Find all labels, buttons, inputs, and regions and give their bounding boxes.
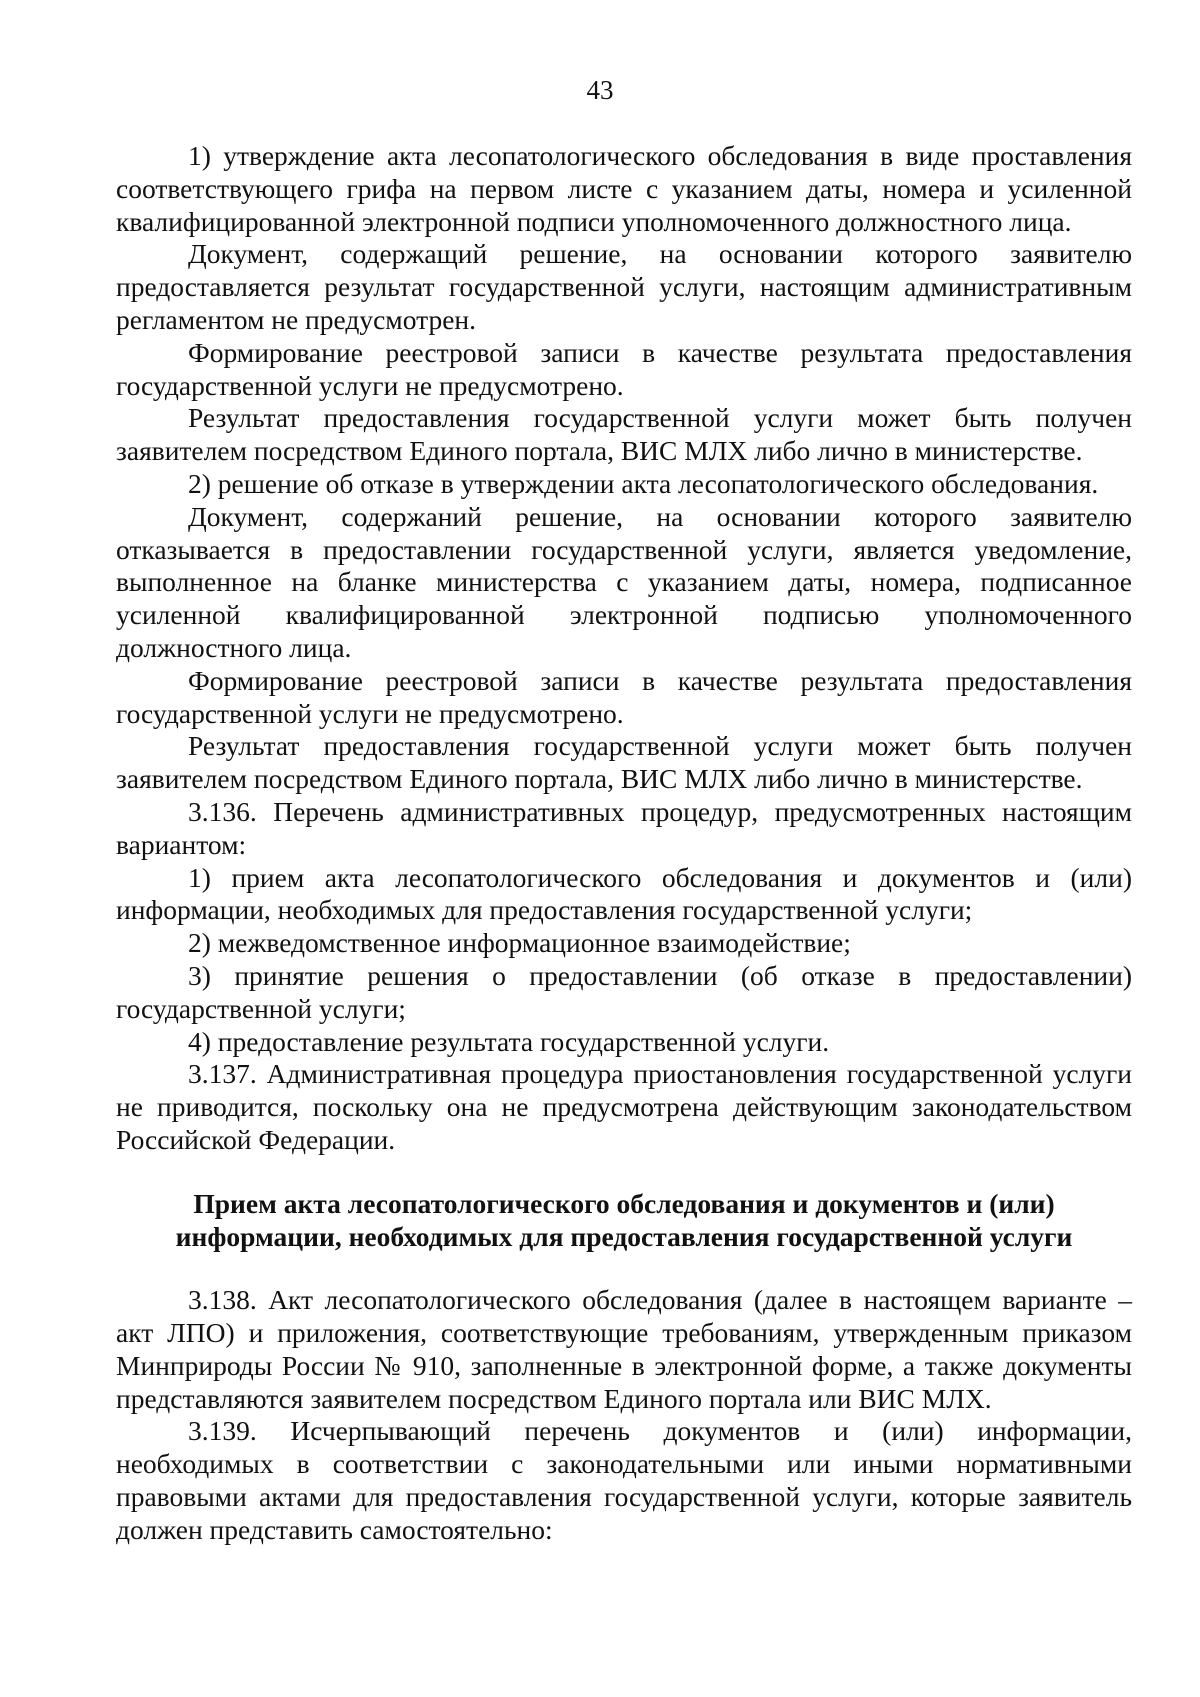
paragraph: 3.139. Исчерпывающий перечень документов и (или) информации, необходимых в соответствии с законодательными или иными нормативными правовыми актами для предоставления государственной услуги, которые заявитель должен представить самостоятельно: <box>116 1415 1132 1545</box>
list-item: 3) принятие решения о предоставлении (об отказе в предоставлении) государственной услуги; <box>116 959 1132 1024</box>
list-item: 2) межведомственное информационное взаимодействие; <box>188 927 851 959</box>
document-body <box>116 140 1132 1547</box>
page-number: 43 <box>586 75 614 105</box>
paragraph: Формирование реестровой записи в качестве результата предоставления государственной услуги не предусмотрено. <box>116 664 1132 729</box>
paragraph: 3.137. Административная процедура приостановления государственной услуги не приводится, поскольку она не предусмотрена действующим законодательством Российской Федерации. <box>116 1058 1132 1155</box>
section-heading: Прием акта лесопатологического обследования и документов и (или) информации, необходимых для предоставления государственной услуги <box>175 1187 1073 1252</box>
paragraph: 2) решение об отказе в утверждении акта лесопатологического обследования. <box>188 467 1099 499</box>
paragraph: Результат предоставления государственной услуги может быть получен заявителем посредством Единого портала, ВИС МЛХ либо лично в министерстве. <box>116 402 1132 467</box>
paragraph: Формирование реестровой записи в качестве результата предоставления государственной услуги не предусмотрено. <box>116 336 1132 401</box>
paragraph: 3.138. Акт лесопатологического обследования (далее в настоящем варианте – акт ЛПО) и приложения, соответствующие требованиям, утвержденным приказом Минприроды России № 910, заполненные в электронной форме, а также документы представляются заявителем посредством Единого портала или ВИС МЛХ. <box>116 1284 1132 1414</box>
list-item: 1) прием акта лесопатологического обследования и документов и (или) информации, необходимых для предоставления государственной услуги; <box>116 861 1132 926</box>
paragraph: Результат предоставления государственной услуги может быть получен заявителем посредством Единого портала, ВИС МЛХ либо лично в министерстве. <box>116 730 1132 795</box>
list-item: 4) предоставление результата государственной услуги. <box>188 1025 830 1057</box>
paragraph: 1) утверждение акта лесопатологического обследования в виде проставления соответствующего грифа на первом листе с указанием даты, номера и усиленной квалифицированной электронной подписи уполномоченного должностного лица. <box>116 140 1132 237</box>
paragraph: Документ, содержащий решение, на основании которого заявителю предоставляется результат государственной услуги, настоящим административным регламентом не предусмотрен. <box>116 238 1132 335</box>
paragraph: Документ, содержаний решение, на основании которого заявителю отказывается в предоставлении государственной услуги, является уведомление, выполненное на бланке министерства с указанием даты, номера, подписанное усиленной квалифицированной электронной подписью уполномоченного должностного лица. <box>116 500 1132 663</box>
paragraph: 3.136. Перечень административных процедур, предусмотренных настоящим вариантом: <box>116 795 1132 860</box>
